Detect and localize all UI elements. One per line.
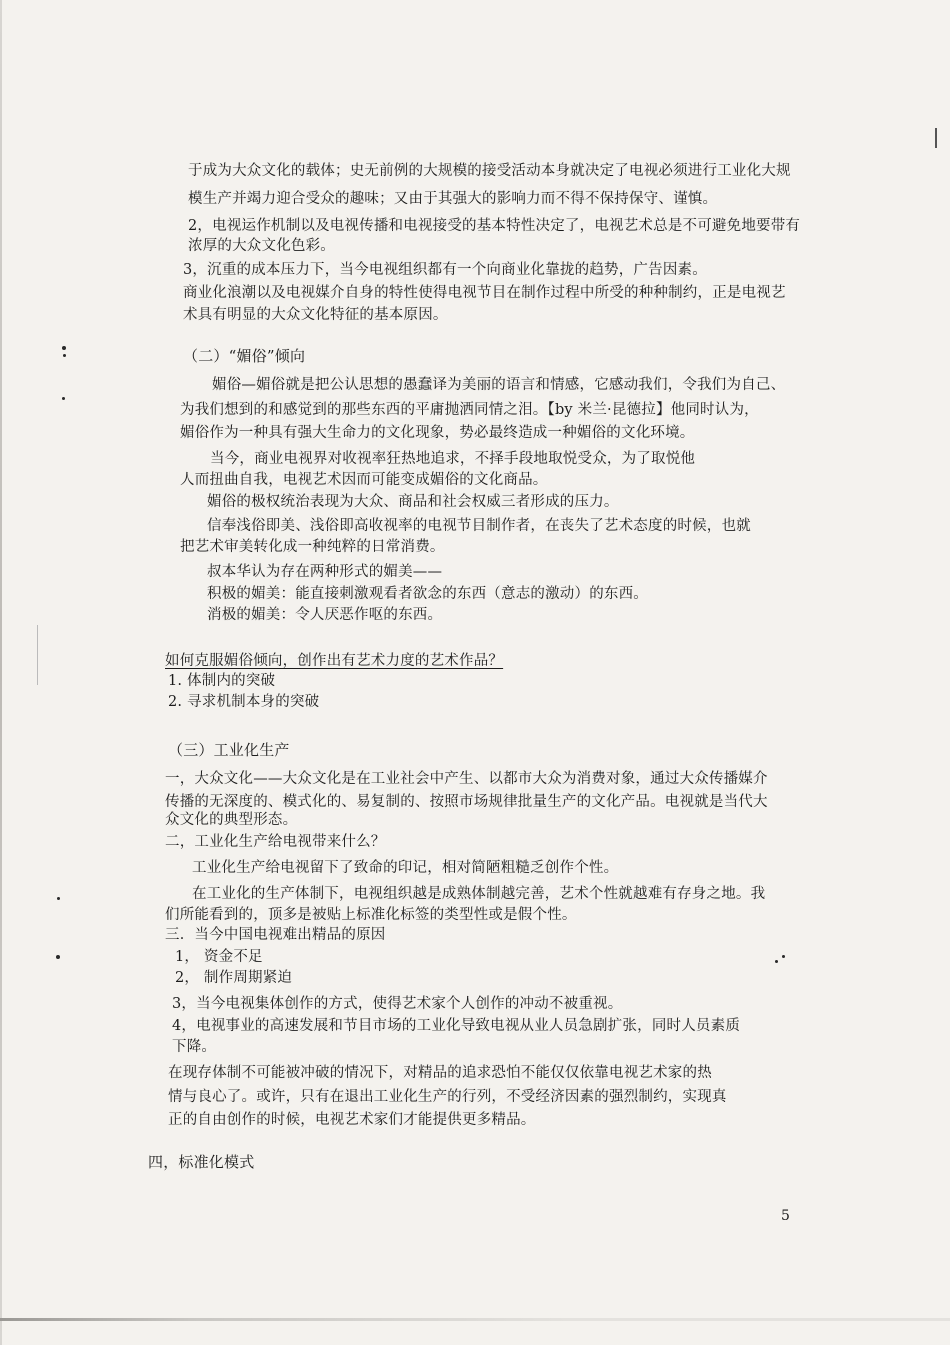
text-line: 2，电视运作机制以及电视传播和电视接受的基本特性决定了，电视艺术总是不可避免地要带有 (188, 218, 801, 234)
page-number: 5 (781, 1208, 790, 1224)
scan-mark (37, 625, 38, 685)
text-line: 如何克服媚俗倾向，创作出有艺术力度的艺术作品？ (165, 653, 504, 669)
scan-speck (56, 955, 60, 959)
text-line: 1， 资金不足 (175, 949, 263, 965)
text-line: 4，电视事业的高速发展和节目市场的工业化导致电视从业人员急剧扩张，同时人员素质 (172, 1018, 741, 1034)
scan-speck (62, 397, 65, 400)
text-line: 工业化生产给电视留下了致命的印记，相对简陋粗糙乏创作个性。 (192, 860, 619, 876)
text-line: 下降。 (172, 1039, 217, 1055)
scan-left-edge (0, 0, 2, 1345)
text-line: 们所能看到的，顶多是被贴上标准化标签的类型性或是假个性。 (165, 907, 577, 923)
text-line: 四，标准化模式 (148, 1153, 255, 1171)
text-line: 浓厚的大众文化色彩。 (188, 238, 335, 254)
text-line: 一，大众文化——大众文化是在工业社会中产生、以都市大众为消费对象，通过大众传播媒介 (165, 771, 768, 787)
text-line: 把艺术审美转化成一种纯粹的日常消费。 (180, 539, 445, 555)
scan-mark (935, 128, 937, 148)
text-line: 媚俗作为一种具有强大生命力的文化现象，势必最终造成一种媚俗的文化环境。 (180, 425, 695, 441)
scan-speck (775, 960, 778, 963)
text-line: 情与良心了。或许，只有在退出工业化生产的行列，不受经济因素的强烈制约，实现真 (168, 1089, 727, 1105)
text-line: 正的自由创作的时候，电视艺术家们才能提供更多精品。 (168, 1112, 536, 1128)
text-line: 媚俗的极权统治表现为大众、商品和社会权威三者形成的压力。 (207, 494, 619, 510)
scan-speck (782, 955, 785, 958)
scan-bottom-edge (0, 1318, 950, 1321)
text-line: 3，沉重的成本压力下，当今电视组织都有一个向商业化靠拢的趋势，广告因素。 (183, 262, 707, 278)
text-line: 叔本华认为存在两种形式的媚美—— (207, 564, 443, 580)
text-line: 3，当今电视集体创作的方式，使得艺术家个人创作的冲动不被重视。 (172, 996, 623, 1012)
text-line: 1. 体制内的突破 (168, 673, 276, 689)
text-line: 传播的无深度的、模式化的、易复制的、按照市场规律批量生产的文化产品。电视就是当代大 (165, 794, 768, 810)
text-line: 术具有明显的大众文化特征的基本原因。 (183, 307, 448, 323)
text-line: 模生产并竭力迎合受众的趣味；又由于其强大的影响力而不得不保持保守、谨慎。 (188, 191, 718, 207)
text-line: 在工业化的生产体制下，电视组织越是成熟体制越完善，艺术个性就越难有存身之地。我 (192, 886, 766, 902)
text-line: 在现存体制不可能被冲破的情况下，对精品的追求恐怕不能仅仅依靠电视艺术家的热 (168, 1065, 712, 1081)
text-line: 2. 寻求机制本身的突破 (168, 694, 320, 710)
scan-speck (62, 346, 66, 350)
text-line: 于成为大众文化的载体；史无前例的大规模的接受活动本身就决定了电视必须进行工业化大规 (188, 163, 791, 179)
text-line: 当今，商业电视界对收视率狂热地追求，不择手段地取悦受众，为了取悦他 (210, 451, 696, 467)
text-line: 媚俗—媚俗就是把公认思想的愚蠢译为美丽的语言和情感，它感动我们，令我们为自己、 (212, 377, 786, 393)
scan-speck (63, 354, 66, 357)
text-line: 商业化浪潮以及电视媒介自身的特性使得电视节目在制作过程中所受的种种制约，正是电视艺 (183, 285, 786, 301)
text-line: 信奉浅俗即美、浅俗即高收视率的电视节目制作者，在丧失了艺术态度的时候，也就 (207, 518, 751, 534)
text-line: 2， 制作周期紧迫 (175, 970, 293, 986)
scan-speck (57, 897, 60, 900)
text-line: （三）工业化生产 (168, 741, 290, 759)
text-line: 三．当今中国电视难出精品的原因 (165, 927, 386, 943)
text-line: 消极的媚美：令人厌恶作呕的东西。 (207, 607, 443, 623)
text-line: 众文化的典型形态。 (165, 812, 298, 828)
text-line: 人而扭曲自我，电视艺术因而可能变成媚俗的文化商品。 (180, 472, 548, 488)
text-line: 二，工业化生产给电视带来什么？ (165, 834, 386, 850)
text-line: （二）“媚俗”倾向 (183, 347, 306, 365)
text-line: 为我们想到的和感觉到的那些东西的平庸抛洒同情之泪。【by 米兰·昆德拉】他同时认为， (180, 402, 759, 418)
text-line: 积极的媚美：能直接刺激观看者欲念的东西（意志的激动）的东西。 (207, 586, 648, 602)
